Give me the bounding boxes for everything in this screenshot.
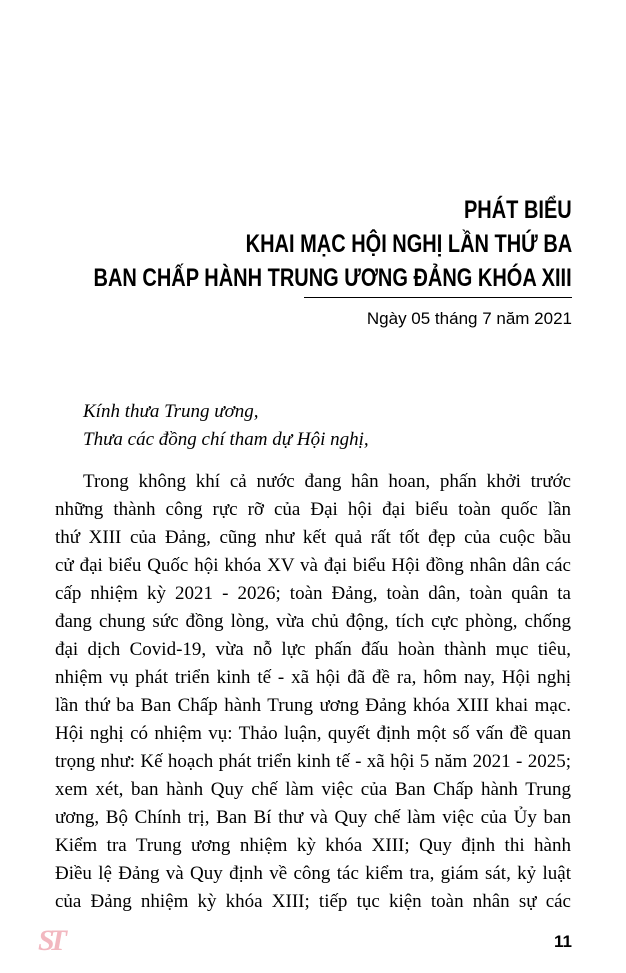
heading-line-1: PHÁT BIỂU — [464, 196, 572, 224]
heading-divider — [304, 297, 572, 298]
body-text-line: trọng như: Kế hoạch phát triển kinh tế - xã hội 5 năm 2021 - 2025; — [55, 751, 571, 772]
body-text-line: lần thứ ba Ban Chấp hành Trung ương Đảng khóa XIII khai mạc. — [55, 695, 571, 716]
speech-date: Ngày 05 tháng 7 năm 2021 — [366, 309, 572, 328]
body-text-line: nhiệm vụ phát triển kinh tế - xã hội đã đề ra, hôm nay, Hội nghị — [55, 667, 571, 688]
body-text-line: Điều lệ Đảng và Quy định về công tác kiểm tra, giám sát, kỷ luật — [55, 863, 571, 884]
publisher-watermark-logo: ST — [38, 924, 62, 957]
greeting-line-2: Thưa các đồng chí tham dự Hội nghị, — [83, 429, 369, 450]
page-number: 11 — [554, 932, 572, 951]
body-text-line: Trong không khí cả nước đang hân hoan, phấn khởi trước — [83, 471, 571, 492]
body-text-line: cấp nhiệm kỳ 2021 - 2026; toàn Đảng, toàn dân, toàn quân ta — [55, 583, 571, 604]
body-text-line: đang chung sức đồng lòng, vừa chủ động, tích cực phòng, chống — [55, 611, 571, 632]
greeting-line-1: Kính thưa Trung ương, — [83, 401, 259, 422]
body-text-line: đại dịch Covid-19, vừa nỗ lực phấn đấu hoàn thành mục tiêu, — [55, 639, 571, 660]
heading-line-3: BAN CHẤP HÀNH TRUNG ƯƠNG ĐẢNG KHÓA XIII — [93, 264, 572, 292]
body-text-line: xem xét, ban hành Quy chế làm việc của Ban Chấp hành Trung — [55, 779, 571, 800]
body-text-line: ương, Bộ Chính trị, Ban Bí thư và Quy chế làm việc của Ủy ban — [55, 807, 571, 828]
body-text-line: Kiểm tra Trung ương nhiệm kỳ khóa XIII; Quy định thi hành — [55, 835, 571, 856]
body-text-line: Hội nghị có nhiệm vụ: Thảo luận, quyết định một số vấn đề quan — [55, 723, 571, 744]
body-text-line: thứ XIII của Đảng, cũng như kết quả rất tốt đẹp của cuộc bầu — [55, 527, 571, 548]
heading-line-2: KHAI MẠC HỘI NGHỊ LẦN THỨ BA — [245, 230, 572, 258]
body-text-line: của Đảng nhiệm kỳ khóa XIII; tiếp tục kiện toàn nhân sự các — [55, 891, 571, 912]
body-text-line: cử đại biểu Quốc hội khóa XV và đại biểu Hội đồng nhân dân các — [55, 555, 571, 576]
body-text-line: những thành công rực rỡ của Đại hội đại biểu toàn quốc lần — [55, 499, 571, 520]
